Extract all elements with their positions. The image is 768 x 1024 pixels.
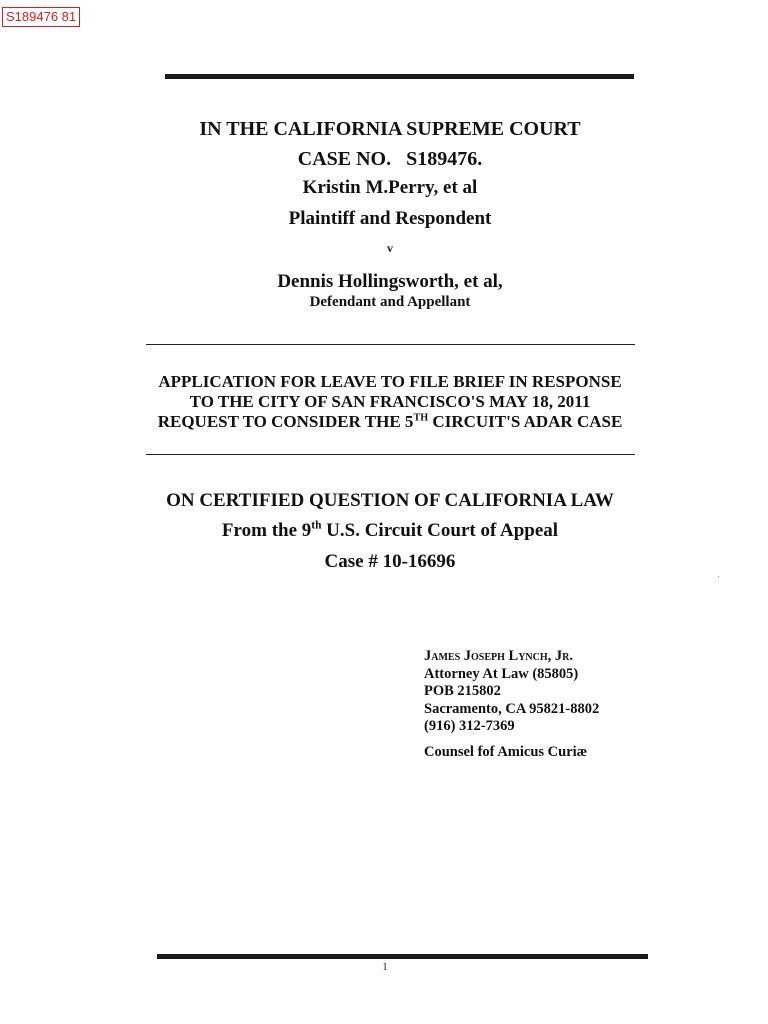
page-number: 1 <box>382 962 388 973</box>
bottom-rule <box>157 954 648 959</box>
counsel-phone: (916) 312-7369 <box>424 718 515 734</box>
case-number: CASE NO. S189476. <box>297 148 483 170</box>
application-line-3: REQUEST TO CONSIDER THE 5TH CIRCUIT'S ADAR CASE <box>157 412 623 431</box>
certified-question: ON CERTIFIED QUESTION OF CALIFORNIA LAW <box>166 490 614 511</box>
court-name: IN THE CALIFORNIA SUPREME COURT <box>199 118 581 140</box>
divider-rule-1 <box>146 344 635 345</box>
counsel-pob: POB 215802 <box>424 683 501 699</box>
circuit-case-number: Case # 10-16696 <box>324 551 456 572</box>
defendant-role: Defendant and Appellant <box>309 294 471 310</box>
certified-from-court: From the 9th U.S. Circuit Court of Appeal <box>221 519 559 541</box>
application-line-1: APPLICATION FOR LEAVE TO FILE BRIEF IN RESPONSE <box>158 372 622 391</box>
defendant-name: Dennis Hollingsworth, et al, <box>277 271 503 292</box>
counsel-title: Attorney At Law (85805) <box>424 665 579 682</box>
plaintiff-name: Kristin M.Perry, et al <box>302 177 478 198</box>
counsel-city: Sacramento, CA 95821-8802 <box>424 700 600 717</box>
caption-block <box>140 0 640 330</box>
application-line-2: TO THE CITY OF SAN FRANCISCO'S MAY 18, 2011 <box>189 392 591 411</box>
counsel-role: Counsel fof Amicus Curiæ <box>424 743 588 760</box>
divider-rule-2 <box>146 454 635 455</box>
plaintiff-role: Plaintiff and Respondent <box>288 208 492 229</box>
scan-speck <box>718 576 719 577</box>
versus: v <box>387 241 393 255</box>
counsel-name: James Joseph Lynch, Jr. <box>424 648 573 664</box>
counsel-block <box>424 648 684 761</box>
document-id-stamp: S189476 81 <box>2 7 80 27</box>
application-title <box>140 372 640 432</box>
